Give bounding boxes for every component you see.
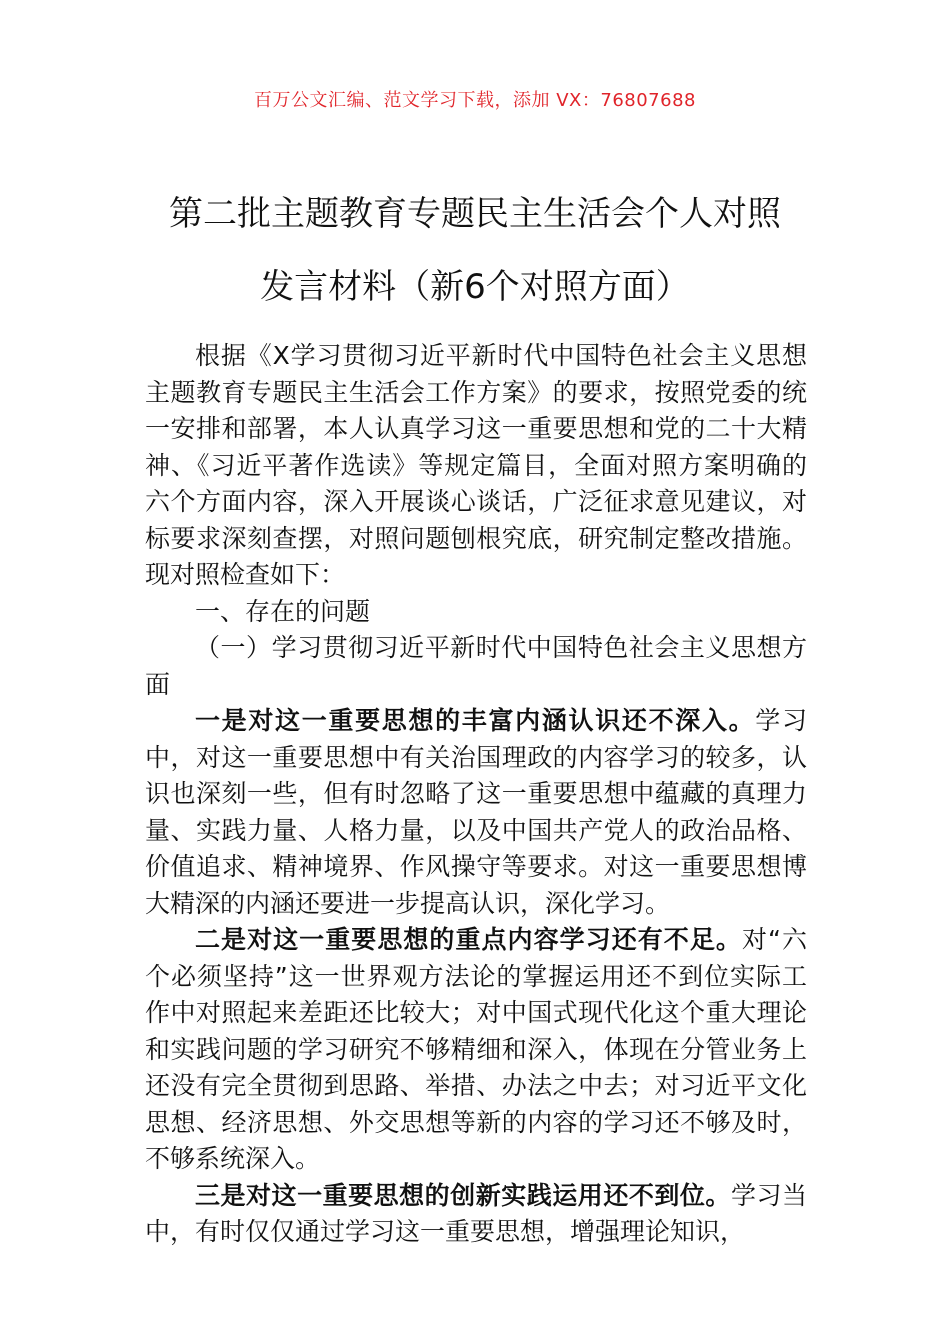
problem-lead-2: 二是对这一重要思想的重点内容学习还有不足。 <box>195 925 742 954</box>
watermark-header: 百万公文汇编、范文学习下载，添加 VX：76807688 <box>254 90 696 111</box>
section-heading: 一、存在的问题 <box>195 596 371 626</box>
intro-paragraph: 根据《X学习贯彻习近平新时代中国特色社会主义思想主题教育专题民主生活会工作方案》的要求，按照党委的统一安排和部署，本人认真学习这一重要思想和党的二十大精神、《习近平著作选读》等规定篇目，全面对照方案明确的六个方面内容，深入开展谈心谈话，广泛征求意见建议，对标要求深刻查摆，对照问题刨根究底，研究制定整改措施。现对照检查如下： <box>145 341 807 589</box>
problem-text-2: 对“六个必须坚持”这一世界观方法论的掌握运用还不到位实际工作中对照起来差距还比较大；对中国式现代化这个重大理论和实践问题的学习研究不够精细和深入，体现在分管业务上还没有完全贯彻到思路、举措、办法之中去；对习近平文化思想、经济思想、外交思想等新的内容的学习还不够及时，不够系统深入。 <box>145 925 807 1173</box>
problem-text-1: 学习中，对这一重要思想中有关治国理政的内容学习的较多，认识也深刻一些，但有时忽略了这一重要思想中蕴藏的真理力量、实践力量、人格力量，以及中国共产党人的政治品格、价值追求、精神境界、作风操守等要求。对这一重要思想博大精深的内涵还要进一步提高认识，深化学习。 <box>145 706 807 918</box>
problem-lead-3: 三是对这一重要思想的创新实践运用还不到位。 <box>195 1180 731 1210</box>
document-body <box>145 338 807 1251</box>
problem-paragraph-3 <box>145 1178 807 1251</box>
problem-text-3: 学习当中，有时仅仅通过学习这一重要思想，增强理论知识， <box>145 1180 807 1246</box>
problem-lead-1: 一是对这一重要思想的丰富内涵认识还不深入。 <box>195 706 756 735</box>
document-title <box>100 178 850 324</box>
subsection-heading: （一）学习贯彻习近平新时代中国特色社会主义思想方面 <box>145 633 807 699</box>
title-line-2: 发言材料（新6个对照方面） <box>260 267 690 307</box>
problem-paragraph-2 <box>145 922 807 1178</box>
problem-paragraph-1 <box>145 703 807 922</box>
title-line-1: 第二批主题教育专题民主生活会个人对照 <box>169 194 781 234</box>
